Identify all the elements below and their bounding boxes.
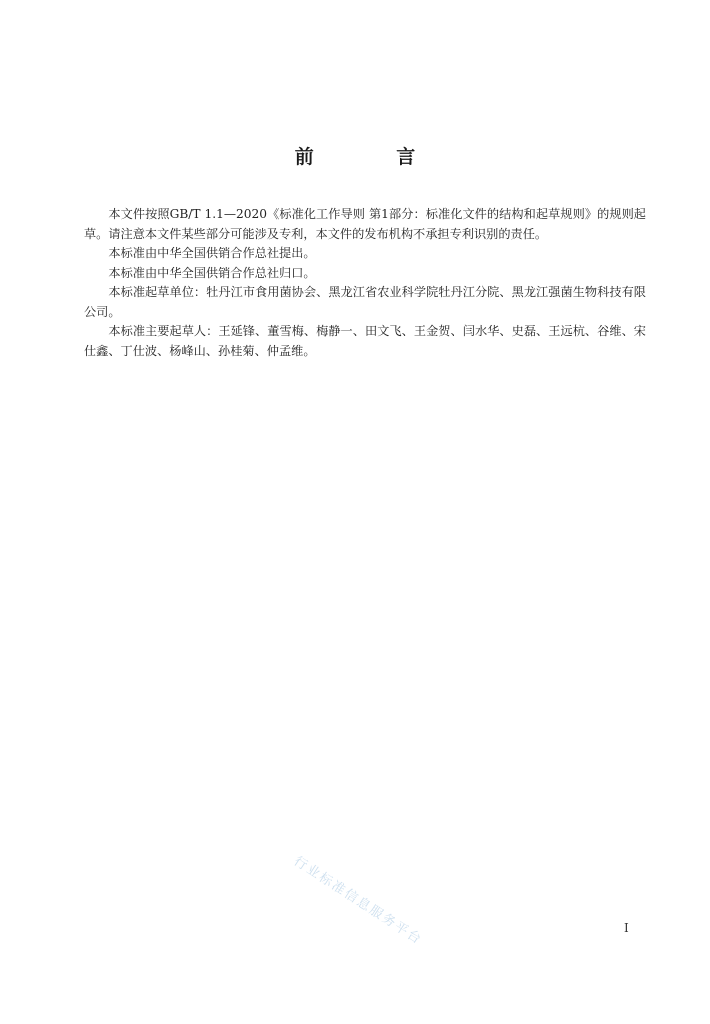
paragraph-proposed-by: 本标准由中华全国供销合作总社提出。 [108,246,316,260]
paragraph-under-jurisdiction: 本标准由中华全国供销合作总社归口。 [108,265,316,280]
page-number: I [624,921,629,935]
paragraph-main-drafters: 本标准主要起草人：王延锋、董雪梅、梅静一、田文飞、王金贺、闫水华、史磊、王远杭、谷维、宋仕鑫、丁仕波、杨峰山、孙桂菊、仲孟维。 [84,324,646,358]
watermark: 行业标准信息服务平台 [290,853,425,949]
paragraph-drafting-organizations: 本标准起草单位：牡丹江市食用菌协会、黑龙江省农业科学院牡丹江分院、黑龙江强菌生物科技有限公司。 [84,285,646,319]
foreword-body [84,205,646,361]
page-title: 前 言 [294,146,454,168]
paragraph-drafting-rules: 本文件按照GB/T 1.1—2020《标准化工作导则 第1部分：标准化文件的结构和起草规则》的规则起草。请注意本文件某些部分可能涉及专利，本文件的发布机构不承担专利识别的责任。 [84,207,646,241]
